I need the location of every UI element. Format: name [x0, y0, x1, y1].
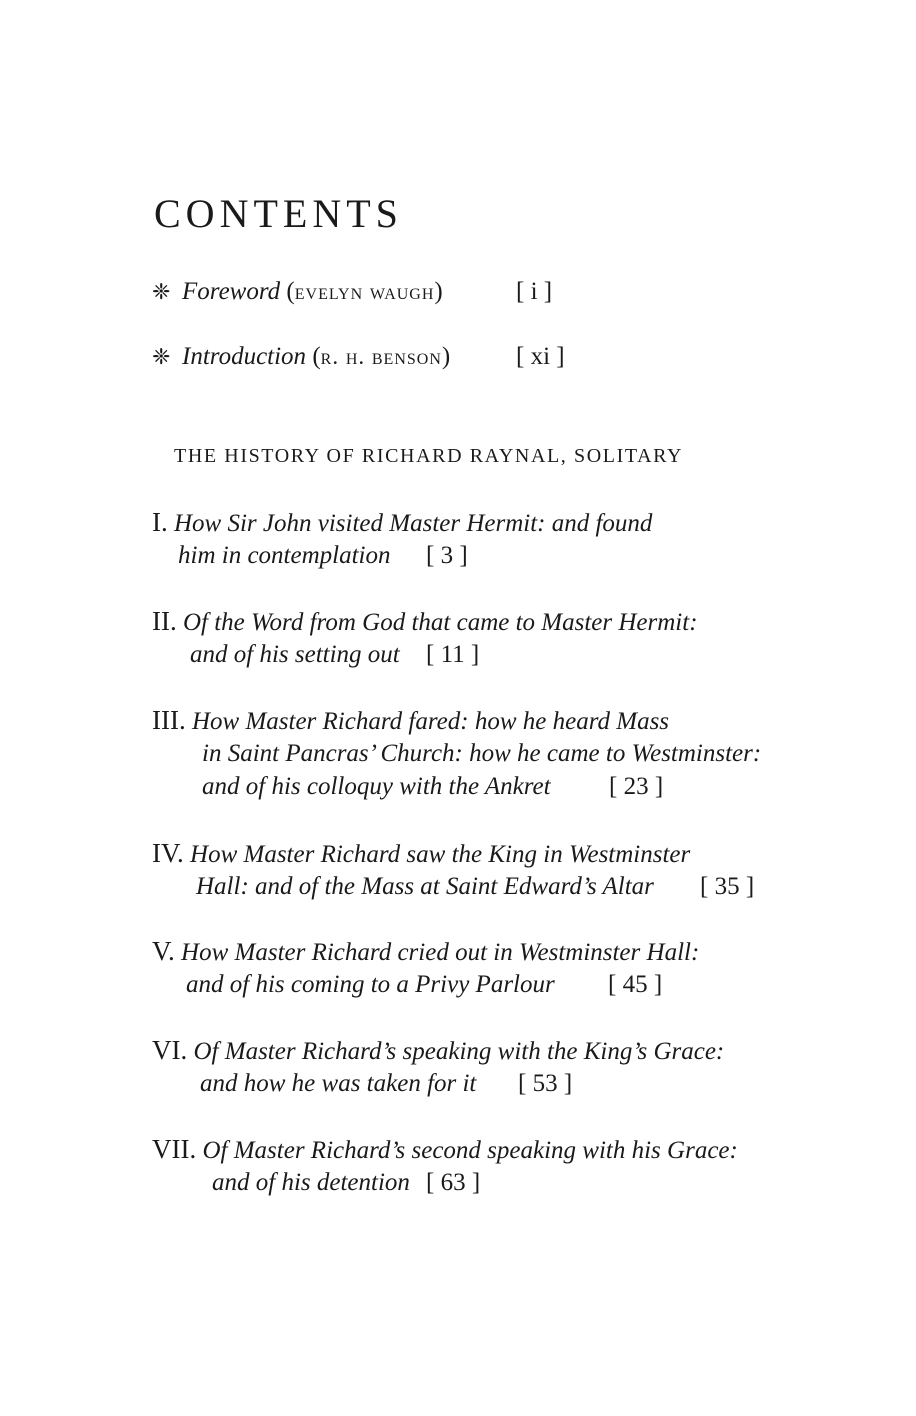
entry-title: Foreword [182, 278, 281, 305]
page-number: [ 35 ] [700, 873, 755, 900]
chapter-title-line: in Saint Pancras’ Church: how he came to Westminster: [202, 740, 762, 767]
toc-entry-chapter-1[interactable] [152, 506, 652, 572]
toc-entry-chapter-4[interactable] [152, 837, 755, 903]
chapter-title-line: Hall: and of the Mass at Saint Edward’s Altar [196, 873, 654, 900]
chapter-number: II. [152, 606, 177, 636]
chapter-title-line: and how he was taken for it [200, 1070, 477, 1097]
chapter-title-line: How Master Richard fared: how he heard Mass [191, 708, 670, 735]
chapter-number: I. [152, 507, 168, 537]
page-number: [ i ] [516, 278, 553, 305]
chapter-title-line: Of Master Richard’s second speaking with his Grace: [202, 1137, 738, 1164]
page-number: [ 11 ] [426, 641, 480, 668]
chapter-title-line: and of his setting out [190, 641, 400, 668]
chapter-title-line: How Master Richard cried out in Westminster Hall: [181, 939, 700, 966]
chapter-title-line: Of the Word from God that came to Master Hermit: [182, 609, 698, 636]
part-heading: THE HISTORY OF RICHARD RAYNAL, SOLITARY [174, 445, 683, 467]
chapter-title-line: and of his coming to a Privy Parlour [186, 971, 555, 998]
page-number: [ 45 ] [608, 971, 663, 998]
toc-entry-chapter-5[interactable] [152, 935, 699, 1001]
page-number: [ 23 ] [609, 773, 664, 800]
toc-entry-foreword[interactable]: ❈ Foreword (evelyn waugh) [ i ] [152, 276, 443, 308]
page-number: [ 53 ] [518, 1070, 573, 1097]
entry-author: r. h. benson [320, 344, 442, 369]
chapter-number: VII. [152, 1134, 197, 1164]
toc-entry-chapter-6[interactable] [152, 1034, 724, 1100]
chapter-title-line: Of Master Richard’s speaking with the King’s Grace: [193, 1038, 725, 1065]
chapter-number: IV. [152, 838, 184, 868]
page-number: [ 3 ] [426, 542, 468, 569]
chapter-number: III. [152, 705, 186, 735]
toc-entry-chapter-2[interactable] [152, 605, 698, 671]
page-number: [ 63 ] [426, 1169, 481, 1196]
chapter-title-line: him in contemplation [178, 542, 391, 569]
page-title: CONTENTS [154, 191, 403, 236]
toc-entry-chapter-7[interactable] [152, 1133, 738, 1199]
toc-entry-chapter-3[interactable] [152, 704, 761, 803]
chapter-title-line: How Sir John visited Master Hermit: and found [174, 510, 653, 537]
chapter-number: V. [152, 936, 175, 966]
ornament-icon: ❈ [152, 344, 171, 369]
ornament-icon: ❈ [152, 279, 171, 304]
toc-entry-introduction[interactable]: ❈ Introduction (r. h. benson) [ xi ] [152, 341, 450, 373]
chapter-number: VI. [152, 1035, 188, 1065]
chapter-title-line: How Master Richard saw the King in Westminster [190, 841, 691, 868]
page-number: [ xi ] [516, 343, 565, 370]
chapter-title-line: and of his detention [212, 1169, 410, 1196]
entry-author: evelyn waugh [294, 279, 435, 304]
chapter-title-line: and of his colloquy with the Ankret [202, 773, 551, 800]
entry-title: Introduction [182, 343, 307, 370]
